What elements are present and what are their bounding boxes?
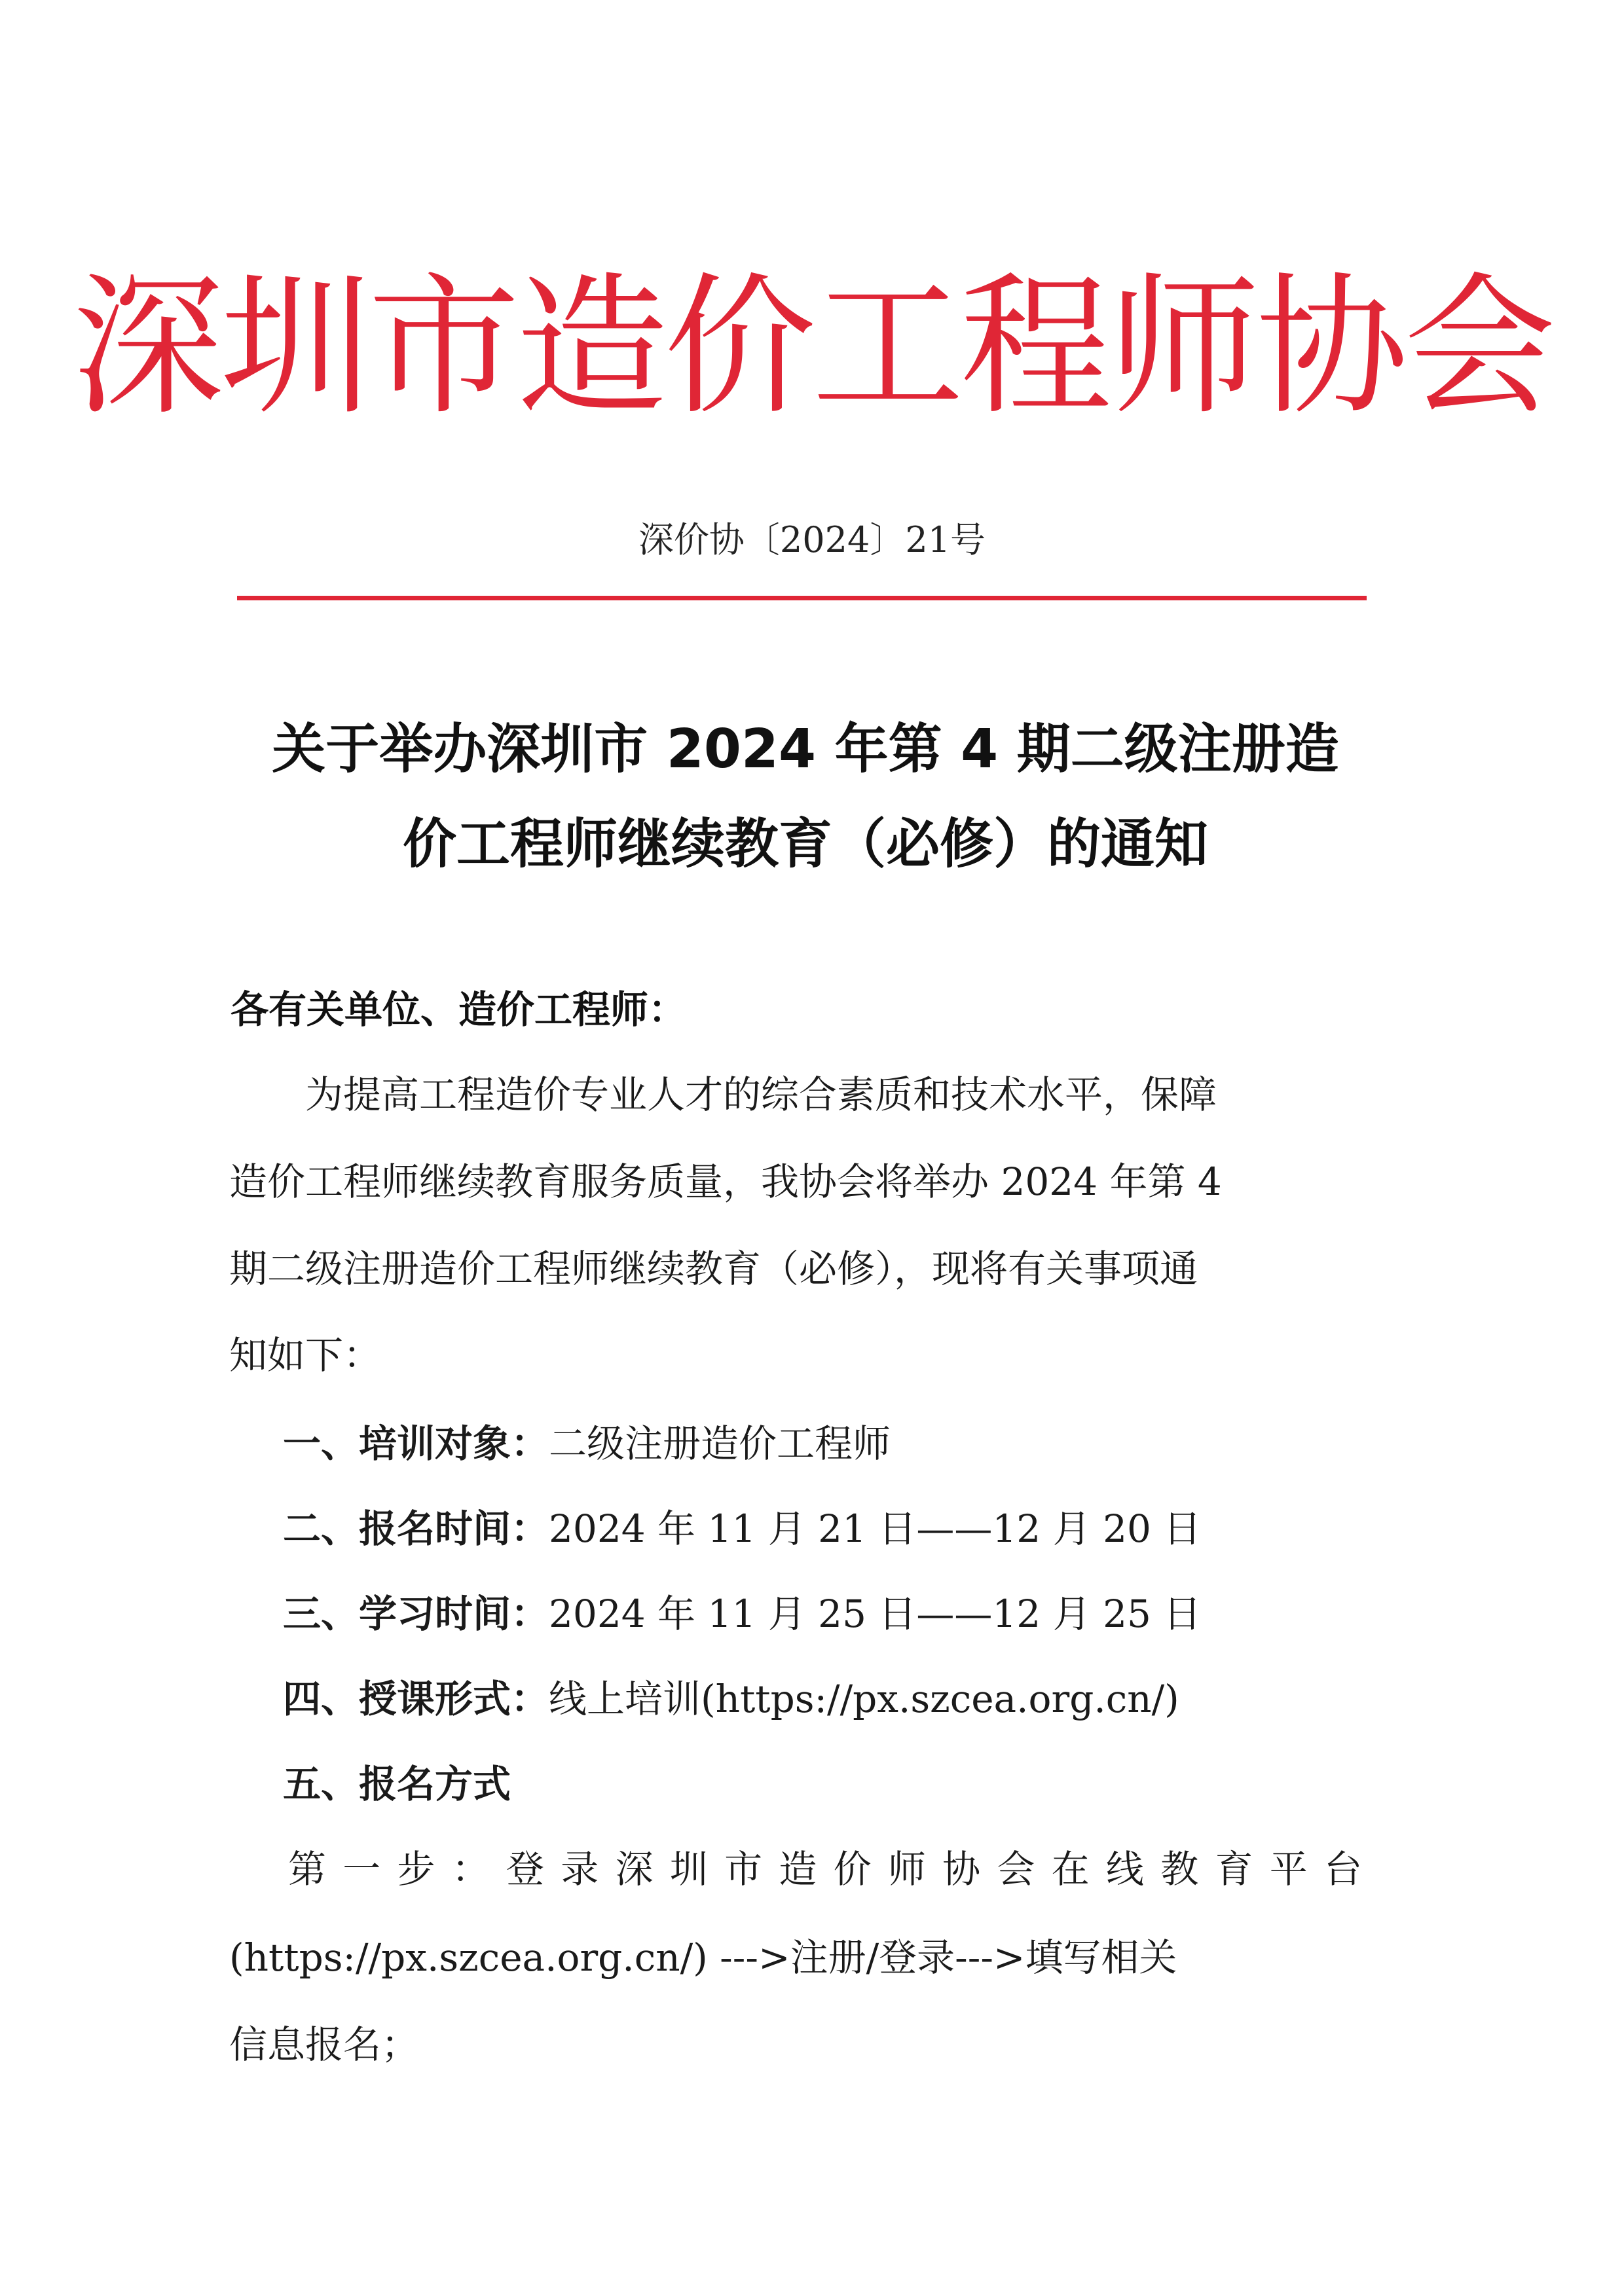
- document-number: 深价协〔2024〕21号: [638, 519, 986, 560]
- item-training-target: [283, 1417, 891, 1470]
- notice-title-line-1: 关于举办深圳市 2024 年第 4 期二级注册造: [272, 718, 1339, 780]
- step1-line-1: 第一步：登录深圳市造价师协会在线教育平台: [288, 1847, 1362, 1891]
- item-value: 2024 年 11 月 25 日——12 月 25 日: [549, 1592, 1202, 1636]
- item-label: 三、学习时间：: [283, 1592, 549, 1636]
- notice-title-line-2: 价工程师继续教育（必修）的通知: [402, 813, 1208, 875]
- red-divider-line: [237, 596, 1367, 600]
- item-registration-method: [283, 1758, 511, 1810]
- step1-line-2: (https://px.szcea.org.cn/) --->注册/登录--->填写相关: [229, 1935, 1177, 1980]
- salutation: 各有关单位、造价工程师：: [231, 987, 687, 1032]
- intro-line-3: 期二级注册造价工程师继续教育（必修），现将有关事项通: [229, 1247, 1198, 1291]
- item-value: 线上培训(https://px.szcea.org.cn/): [549, 1677, 1179, 1721]
- item-teaching-format: [283, 1673, 1179, 1725]
- item-value: 2024 年 11 月 21 日——12 月 20 日: [549, 1506, 1202, 1551]
- item-label: 五、报名方式: [283, 1762, 511, 1806]
- item-registration-time: [283, 1503, 1201, 1555]
- item-label: 二、报名时间：: [283, 1506, 549, 1551]
- item-study-time: [283, 1588, 1201, 1640]
- item-label: 四、授课形式：: [283, 1677, 549, 1721]
- item-value: 二级注册造价工程师: [549, 1421, 891, 1466]
- org-masthead: 深圳市造价工程师协会: [71, 259, 1552, 435]
- item-label: 一、培训对象：: [283, 1421, 549, 1466]
- intro-line-4: 知如下：: [229, 1333, 382, 1377]
- intro-line-2: 造价工程师继续教育服务质量，我协会将举办 2024 年第 4: [229, 1159, 1222, 1204]
- intro-line-1: 为提高工程造价专业人才的综合素质和技术水平，保障: [305, 1072, 1217, 1117]
- step1-line-3: 信息报名；: [229, 2022, 420, 2067]
